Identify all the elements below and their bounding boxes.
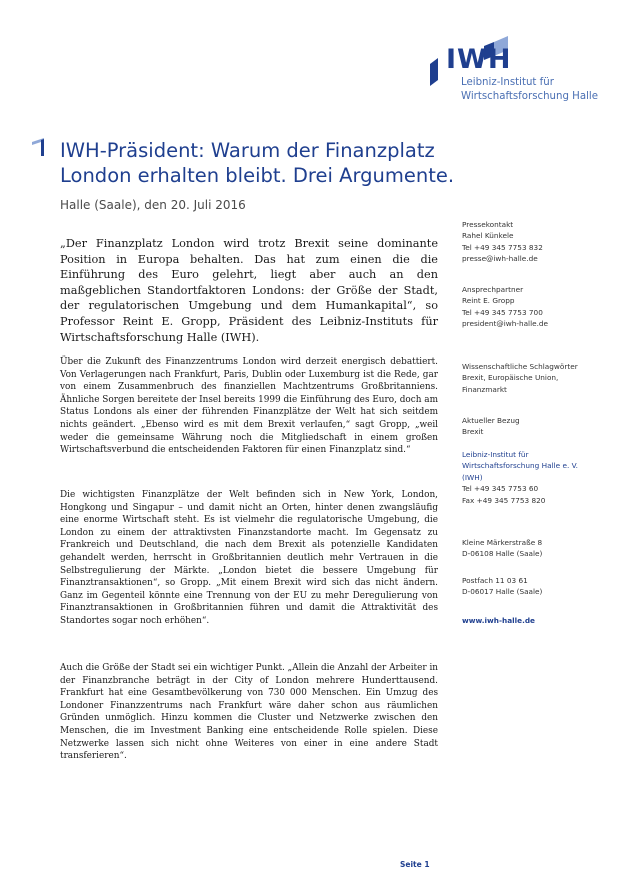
institute-name-line2: Wirtschaftsforschung Halle e. V.	[462, 461, 578, 471]
institute-name-line1: Leibniz-Institut für	[462, 450, 529, 459]
address-block	[462, 537, 612, 560]
institute-fax: Fax +49 345 7753 820	[462, 495, 546, 505]
website-link[interactable]: www.iwh-halle.de	[462, 616, 536, 625]
address-street: Kleine Märkerstraße 8	[462, 538, 543, 547]
topic-block	[462, 415, 612, 438]
logo-wordmark: IWH	[446, 44, 512, 75]
contact-person-block	[462, 284, 612, 330]
body-paragraph-1: Über die Zukunft des Finanzzentrums London wird derzeit energisch debattiert. Von Verlagerungen nach Frankfurt, Paris, Dublin oder Luxemburg ist die Rede, gar von einem Zusammenbruch des finanziellen Machtzentrums Großbritanniens. Ähnliche Sorgen bereitete der Insel bereits 1999 die Einführung des Euro, doch am Status Londons als einer der führenden Finanzplätze der Welt hat sich seitdem nichts geändert. „Ebenso wird es mit dem Brexit verlaufen,“ sagt Gropp, „weil weder die gemeinsame Währung noch die Mitgliedschaft in einem großen Wirtschaftsverbund die entscheidenden Faktoren für einen Finanzplatz sind.“	[60, 357, 438, 456]
institute-phone: Tel +49 345 7753 60	[462, 484, 539, 494]
contact-person-name: Reint E. Gropp	[462, 296, 515, 306]
logo-subtitle	[461, 76, 598, 103]
press-contact-email-link[interactable]: presse@iwh-halle.de	[462, 254, 538, 264]
institute-block	[462, 449, 612, 506]
address-city: D-06108 Halle (Saale)	[462, 549, 543, 559]
press-contact-block	[462, 219, 612, 265]
topic-label: Aktueller Bezug	[462, 416, 520, 425]
dateline: Halle (Saale), den 20. Juli 2016	[60, 198, 246, 212]
body-paragraph-2: Die wichtigsten Finanzplätze der Welt befinden sich in New York, London, Hongkong und Singapur – und damit nicht an Orten, hinter denen zwangsläufig eine enorme Wirtschaft steht. Es ist vielmehr die regulatorische Umgebung, die London zu einem der attraktivsten Finanzstandorte macht. Im Gegensatz zu Frankreich und Deutschland, die nach dem Brexit als potenzielle Kandidaten gehandelt werden, herrscht in Großbritannien deutlich mehr Vertrauen in die Selbstregulierung der Märkte. „London bietet die bessere Umgebung für Finanztransaktionen“, so Gropp. „Mit einem Brexit wird sich das nicht ändern. Ganz im Gegenteil könnte eine Trennung von der EU zu mehr Deregulierung von Finanztransaktionen in Großbritannien führen und damit die Attraktivität des Standortes sogar noch erhöhen“.	[60, 490, 438, 626]
logo-subtitle-line2: Wirtschaftsforschung Halle	[461, 90, 599, 102]
keywords-label: Wissenschaftliche Schlagwörter	[462, 362, 578, 371]
logo-subtitle-line1: Leibniz-Institut für	[461, 77, 554, 88]
institute-name-line3: (IWH)	[462, 472, 483, 482]
keywords-block	[462, 361, 612, 395]
page-number: Seite 1	[400, 860, 430, 869]
press-contact-name: Rahel Künkele	[462, 231, 514, 241]
keywords-line2: Finanzmarkt	[462, 384, 507, 394]
keywords-line1: Brexit, Europäische Union,	[462, 373, 559, 383]
postbox-city: D-06017 Halle (Saale)	[462, 587, 543, 597]
page-title: IWH-Präsident: Warum der Finanzplatz London erhalten bleibt. Drei Argumente.	[60, 139, 455, 187]
website-block	[462, 615, 612, 626]
lead-paragraph: „Der Finanzplatz London wird trotz Brexit seine dominante Position in Europa behalten. Das hat zum einen die die Einführung des Euro gelehrt, liegt aber auch an den maßgeblichen Standortfaktoren Londons: der Größe der Stadt, der regulatorischen Umgebung und dem Humankapital“, so Professor Reint E. Gropp, Präsident des Leibniz-Instituts für Wirtschaftsforschung Halle (IWH).	[60, 237, 438, 344]
topic-value: Brexit	[462, 427, 484, 437]
contact-person-label: Ansprechpartner	[462, 285, 524, 294]
title-marker-icon	[32, 138, 46, 156]
press-contact-label: Pressekontakt	[462, 220, 514, 229]
postbox-number: Postfach 11 03 61	[462, 576, 528, 585]
postbox-block	[462, 575, 612, 598]
contact-person-phone: Tel +49 345 7753 700	[462, 307, 543, 317]
body-paragraph-3: Auch die Größe der Stadt sei ein wichtiger Punkt. „Allein die Anzahl der Arbeiter in der Finanzbranche beträgt in der City of London mehrere Hunderttausend. Frankfurt hat eine Gesamtbevölkerung von 730 000 Menschen. Ein Umzug des Londoner Finanzzentrums nach Frankfurt wäre daher schon aus räumlichen Gründen unmöglich. Hinzu kommen die Cluster und Netzwerke zwischen den Menschen, die im Investment Banking eine entscheidende Rolle spielen. Diese Netzwerke lassen sich nicht ohne Weiteres von einer in eine andere Stadt transferieren“.	[60, 663, 438, 762]
press-contact-phone: Tel +49 345 7753 832	[462, 242, 543, 252]
contact-person-email-link[interactable]: president@iwh-halle.de	[462, 319, 549, 329]
